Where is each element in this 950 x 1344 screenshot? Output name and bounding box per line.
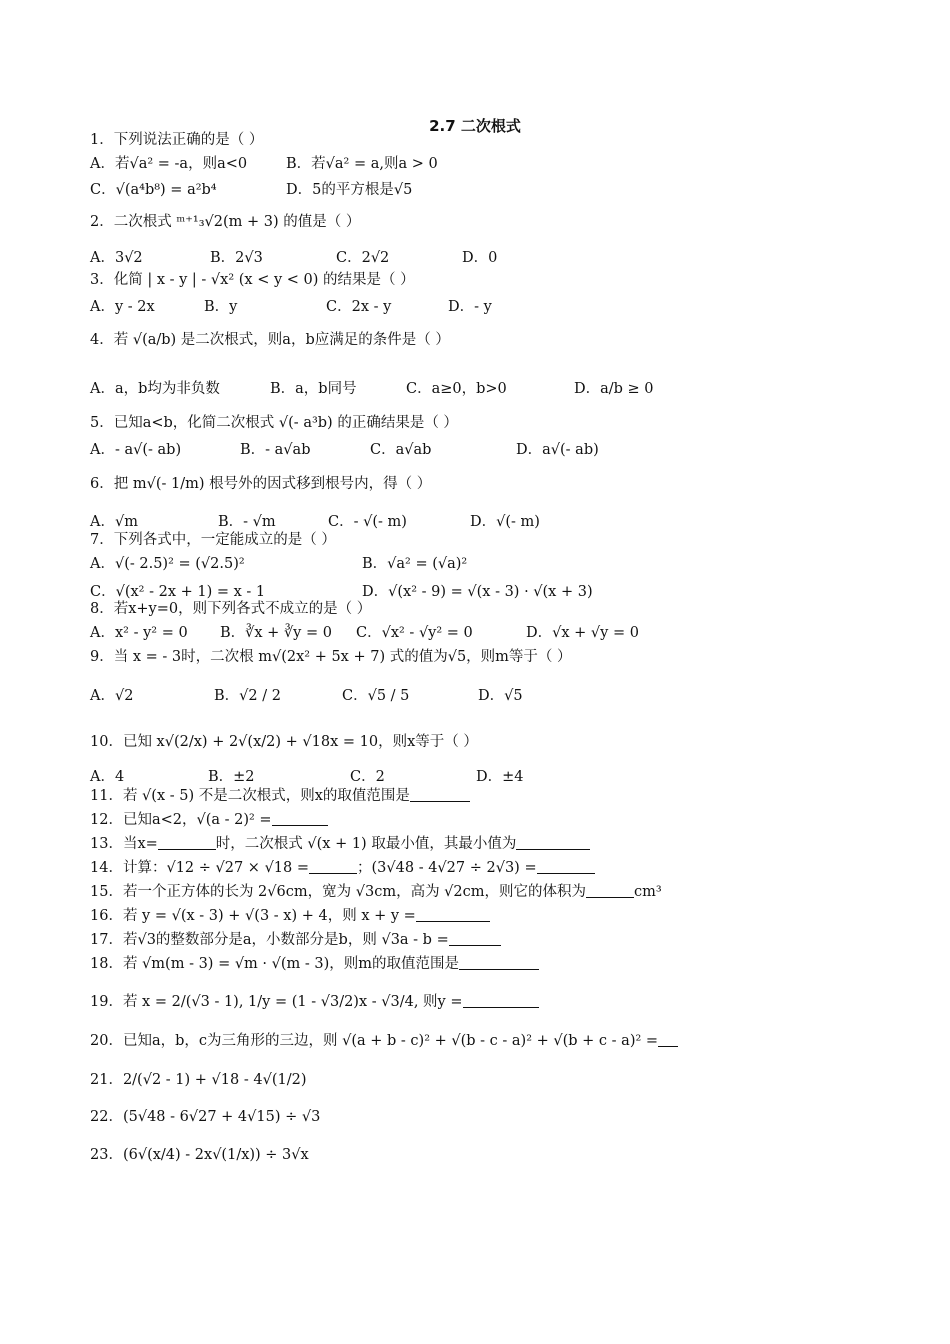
option-a: A．3√2: [90, 250, 143, 266]
option-c: C．a√ab: [370, 442, 432, 458]
option-d: D．√(x² - 9) = √(x - 3) · √(x + 3): [362, 584, 593, 600]
option-c: C．a≥0，b>0: [406, 381, 507, 397]
option-c: C．2√2: [336, 250, 390, 266]
option-d: D．0: [462, 250, 498, 266]
question-14-pre: 14．计算：√12 ÷ √27 × √18 =: [90, 860, 310, 876]
volume-unit: cm³: [634, 884, 662, 900]
answer-blank[interactable]: [158, 835, 216, 850]
question-7-stem: 7．下列各式中，一定能成立的是（ ）: [90, 532, 336, 548]
question-14-mid: ；(3√48 - 4√27 ÷ 2√3) =: [357, 860, 537, 876]
question-1-options-row2: [90, 178, 910, 200]
question-1-stem: 1．下列说法正确的是（ ）: [90, 132, 264, 148]
question-18-text: 18．若 √m(m - 3) = √m · √(m - 3)，则m的取值范围是: [90, 956, 460, 972]
option-d: D．√5: [478, 688, 523, 704]
question-20: [90, 1031, 678, 1051]
option-c: C．√x² - √y² = 0: [356, 625, 473, 641]
question-10-stem: 10．已知 x√(2/x) + 2√(x/2) + √18x = 10，则x等于（ ）: [90, 734, 478, 750]
option-c: C．√5 / 5: [342, 688, 410, 704]
question-2-options: [90, 246, 910, 268]
option-a: A．√(- 2.5)² = (√2.5)²: [90, 556, 245, 572]
question-3-options: [90, 295, 910, 317]
question-2-stem: 2．二次根式 ᵐ⁺¹₃√2(m + 3) 的值是（ ）: [90, 214, 361, 230]
question-11: [90, 786, 470, 806]
option-c: C．√(x² - 2x + 1) = x - 1: [90, 584, 266, 600]
answer-blank[interactable]: [537, 859, 595, 874]
option-d: D．√x + √y = 0: [526, 625, 639, 641]
question-9-options: [90, 684, 910, 706]
option-d: D．5的平方根是√5: [286, 182, 413, 198]
question-11-text: 11．若 √(x - 5) 不是二次根式，则x的取值范围是: [90, 788, 410, 804]
question-17-text: 17．若√3的整数部分是a，小数部分是b，则 √3a - b =: [90, 932, 449, 948]
question-8-options: [90, 621, 910, 643]
option-a: A．4: [90, 769, 125, 785]
option-a: A．若√a² = -a，则a<0: [90, 156, 248, 172]
question-18: [90, 954, 539, 974]
question-22: 22．(5√48 - 6√27 + 4√15) ÷ √3: [90, 1109, 321, 1125]
question-14: [90, 858, 595, 878]
question-7-options: [90, 552, 910, 574]
answer-blank[interactable]: [309, 859, 357, 874]
option-b: B．∛x + ∛y = 0: [220, 625, 332, 641]
answer-blank[interactable]: [410, 787, 470, 802]
question-15: [90, 882, 662, 902]
question-16-text: 16．若 y = √(x - 3) + √(3 - x) + 4，则 x + y =: [90, 908, 416, 924]
option-a: A．y - 2x: [90, 299, 155, 315]
option-c: C．√(a⁴b⁸) = a²b⁴: [90, 182, 217, 198]
question-20-text: 20．已知a，b，c为三角形的三边，则 √(a + b - c)² + √(b - c - a)² + √(b + c - a)² =: [90, 1033, 659, 1049]
question-8-stem: 8．若x+y=0，则下列各式不成立的是（ ）: [90, 601, 372, 617]
question-13: [90, 834, 590, 854]
question-13-pre: 13．当x=: [90, 836, 158, 852]
question-5-options: [90, 438, 910, 460]
option-b: B．若√a² = a,则a > 0: [286, 156, 438, 172]
answer-blank[interactable]: [449, 931, 501, 946]
option-c: C．2x - y: [326, 299, 392, 315]
answer-blank[interactable]: [416, 907, 490, 922]
question-10-options: [90, 765, 910, 787]
option-b: B．a，b同号: [270, 381, 357, 397]
question-9-stem: 9．当 x = - 3时，二次根 m√(2x² + 5x + 7) 式的值为√5，则m等于（ ）: [90, 649, 572, 665]
answer-blank[interactable]: [463, 993, 539, 1008]
page-title: 2.7 二次根式: [429, 117, 521, 135]
question-4-options: [90, 377, 910, 399]
question-17: [90, 930, 501, 950]
option-a: A．a，b均为非负数: [90, 381, 220, 397]
answer-blank[interactable]: [272, 811, 328, 826]
option-a: A．√m: [90, 514, 138, 530]
question-19-text: 19．若 x = 2/(√3 - 1), 1/y = (1 - √3/2)x - √3/4, 则y =: [90, 994, 463, 1010]
question-21: 21．2/(√2 - 1) + √18 - 4√(1/2): [90, 1072, 307, 1088]
answer-blank[interactable]: [459, 955, 539, 970]
option-b: B．y: [204, 299, 238, 315]
answer-blank[interactable]: [516, 835, 590, 850]
question-1-options: [90, 152, 910, 174]
question-23: 23．(6√(x/4) - 2x√(1/x)) ÷ 3√x: [90, 1147, 309, 1163]
option-a: A．- a√(- ab): [90, 442, 182, 458]
question-15-text: 15．若一个正方体的长为 2√6cm，宽为 √3cm，高为 √2cm，则它的体积为: [90, 884, 587, 900]
option-b: B．2√3: [210, 250, 263, 266]
option-b: B．√a² = (√a)²: [362, 556, 468, 572]
question-6-stem: 6．把 m√(- 1/m) 根号外的因式移到根号内，得（ ）: [90, 476, 432, 492]
answer-blank[interactable]: [658, 1032, 678, 1047]
option-a: A．x² - y² = 0: [90, 625, 188, 641]
option-b: B．- √m: [218, 514, 276, 530]
question-16: [90, 906, 490, 926]
answer-blank[interactable]: [586, 883, 634, 898]
option-b: B．- a√ab: [240, 442, 311, 458]
option-d: D．√(- m): [470, 514, 540, 530]
option-d: D．- y: [448, 299, 492, 315]
question-12-text: 12．已知a<2，√(a - 2)² =: [90, 812, 272, 828]
question-12: [90, 810, 328, 830]
option-a: A．√2: [90, 688, 134, 704]
option-b: B．±2: [208, 769, 255, 785]
question-6-options: [90, 510, 910, 532]
question-5-stem: 5．已知a<b，化简二次根式 √(- a³b) 的正确结果是（ ）: [90, 415, 458, 431]
option-d: D．±4: [476, 769, 524, 785]
option-d: D．a√(- ab): [516, 442, 599, 458]
option-d: D．a/b ≥ 0: [574, 381, 654, 397]
question-13-post: 时，二次根式 √(x + 1) 取最小值，其最小值为: [215, 836, 517, 852]
question-4-stem: 4．若 √(a/b) 是二次根式，则a，b应满足的条件是（ ）: [90, 332, 450, 348]
option-b: B．√2 / 2: [214, 688, 281, 704]
option-c: C．- √(- m): [328, 514, 407, 530]
option-c: C．2: [350, 769, 385, 785]
question-3-stem: 3．化简 | x - y | - √x² (x < y < 0) 的结果是（ ）: [90, 272, 415, 288]
question-19: [90, 992, 539, 1012]
